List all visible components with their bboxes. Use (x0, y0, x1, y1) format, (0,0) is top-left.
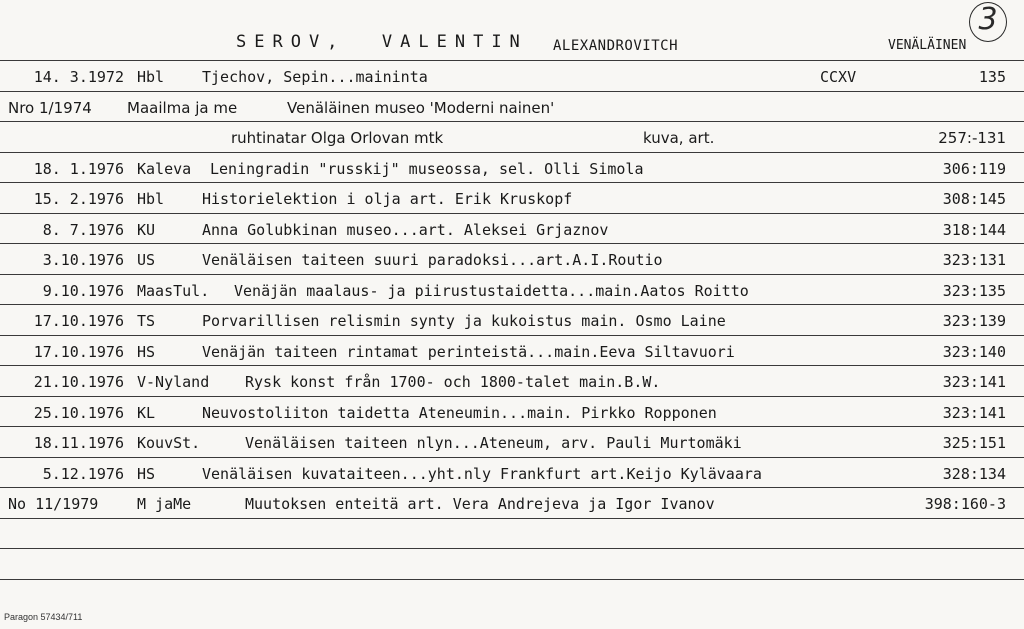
entry-date: 25.10.1976 (33, 403, 124, 422)
empty-row (0, 579, 1024, 610)
entry-row (0, 60, 1024, 91)
entry-date: 3.10.1976 (42, 251, 124, 269)
entry-ref: 323:131 (942, 251, 1006, 269)
entry-ref: 323:141 (942, 373, 1006, 391)
entry-date: 8. 7.1976 (42, 220, 124, 239)
card-header (0, 0, 1024, 62)
entry-extra: CCXV (820, 68, 857, 86)
entry-source: TS (137, 312, 156, 330)
entry-ref: 308:145 (942, 190, 1006, 208)
entry-text: Anna Golubkinan museo...art. Aleksei Grjaznov (202, 220, 609, 239)
entry-ref: 306:119 (942, 159, 1006, 178)
entry-source: Kaleva (137, 159, 192, 178)
entry-source: KL (137, 403, 156, 422)
entry-row (0, 182, 1024, 213)
entry-row (0, 243, 1024, 274)
entry-row (0, 304, 1024, 335)
entry-ref: 325:151 (942, 434, 1006, 452)
entry-row (0, 91, 1024, 122)
entry-ref: 323:135 (942, 281, 1006, 300)
printer-mark: Paragon 57434/711 (4, 612, 83, 622)
entry-row (0, 335, 1024, 366)
entry-text: Venäläisen taiteen nlyn...Ateneum, arv. Pauli Murtomäki (245, 434, 742, 452)
entry-ref: 323:140 (942, 342, 1006, 361)
entry-date: 14. 3.1972 (33, 68, 124, 86)
entry-text: Venäläisen taiteen suuri paradoksi...art.A.I.Routio (202, 251, 663, 269)
entry-text: Leningradin "russkij" museossa, sel. Olli Simola (210, 159, 644, 178)
entry-source: KU (137, 220, 156, 239)
entry-ref: 135 (978, 68, 1006, 86)
entry-list (0, 60, 1024, 609)
entry-row (0, 365, 1024, 396)
entry-text: Venäjän maalaus- ja piirustustaidetta...main.Aatos Roitto (234, 281, 749, 300)
entry-source: Maailma ja me (127, 98, 238, 117)
entry-row (0, 213, 1024, 244)
entry-text: Rysk konst från 1700- och 1800-talet main.B.W. (245, 373, 661, 391)
entry-date: 18.11.1976 (33, 434, 124, 452)
entry-source: HS (137, 464, 156, 483)
entry-source: KouvSt. (137, 434, 201, 452)
entry-date: 18. 1.1976 (33, 159, 124, 178)
entry-text: Venäläinen museo 'Moderni nainen' (287, 98, 555, 117)
entry-source: HS (137, 342, 156, 361)
entry-date: 5.12.1976 (42, 464, 124, 483)
empty-row (0, 548, 1024, 579)
entry-date: 9.10.1976 (42, 281, 124, 300)
entry-text: Historielektion i olja art. Erik Kruskopf (202, 190, 573, 208)
nationality: VENÄLÄINEN (888, 38, 967, 53)
entry-row (0, 121, 1024, 152)
entry-date: 17.10.1976 (33, 342, 124, 361)
entry-source: V-Nyland (137, 373, 210, 391)
entry-date: 21.10.1976 (33, 373, 124, 391)
entry-source: US (137, 251, 156, 269)
entry-source: Hbl (137, 190, 165, 208)
entry-text: Venäläisen kuvataiteen...yht.nly Frankfurt art.Keijo Kylävaara (202, 464, 762, 483)
entry-extra: kuva, art. (643, 129, 715, 147)
entry-source: MaasTul. (137, 281, 210, 300)
entry-ref: 328:134 (942, 464, 1006, 483)
entry-source: M jaMe (137, 495, 192, 513)
entry-source: Hbl (137, 68, 165, 86)
firstname: VALENTIN (381, 32, 528, 52)
entry-row (0, 426, 1024, 457)
entry-text: Muutoksen enteitä art. Vera Andrejeva ja Igor Ivanov (245, 495, 715, 513)
entry-row (0, 396, 1024, 427)
entry-text: Neuvostoliiton taidetta Ateneumin...main. Pirkko Ropponen (202, 403, 717, 422)
entry-date: No 11/1979 (8, 495, 99, 513)
patronymic: ALEXANDROVITCH (553, 38, 679, 54)
surname: SEROV, VALENTIN (236, 32, 528, 52)
entry-text: Tjechov, Sepin...maininta (202, 68, 428, 86)
entry-date: Nro 1/1974 (8, 98, 92, 117)
entry-ref: 318:144 (942, 220, 1006, 239)
entry-ref: 398:160-3 (924, 495, 1006, 513)
entry-row (0, 457, 1024, 488)
entry-ref: 323:139 (942, 312, 1006, 330)
entry-text: Venäjän taiteen rintamat perinteistä...main.Eeva Siltavuori (202, 342, 735, 361)
entry-ref: 323:141 (942, 403, 1006, 422)
entry-text: ruhtinatar Olga Orlovan mtk (231, 129, 444, 147)
entry-ref: 257:-131 (938, 129, 1006, 147)
card-number: 3 (978, 2, 998, 37)
empty-row (0, 518, 1024, 549)
entry-row (0, 487, 1024, 518)
entry-date: 15. 2.1976 (33, 190, 124, 208)
entry-row (0, 152, 1024, 183)
entry-text: Porvarillisen relismin synty ja kukoistus main. Osmo Laine (202, 312, 726, 330)
entry-row (0, 274, 1024, 305)
entry-date: 17.10.1976 (33, 312, 124, 330)
